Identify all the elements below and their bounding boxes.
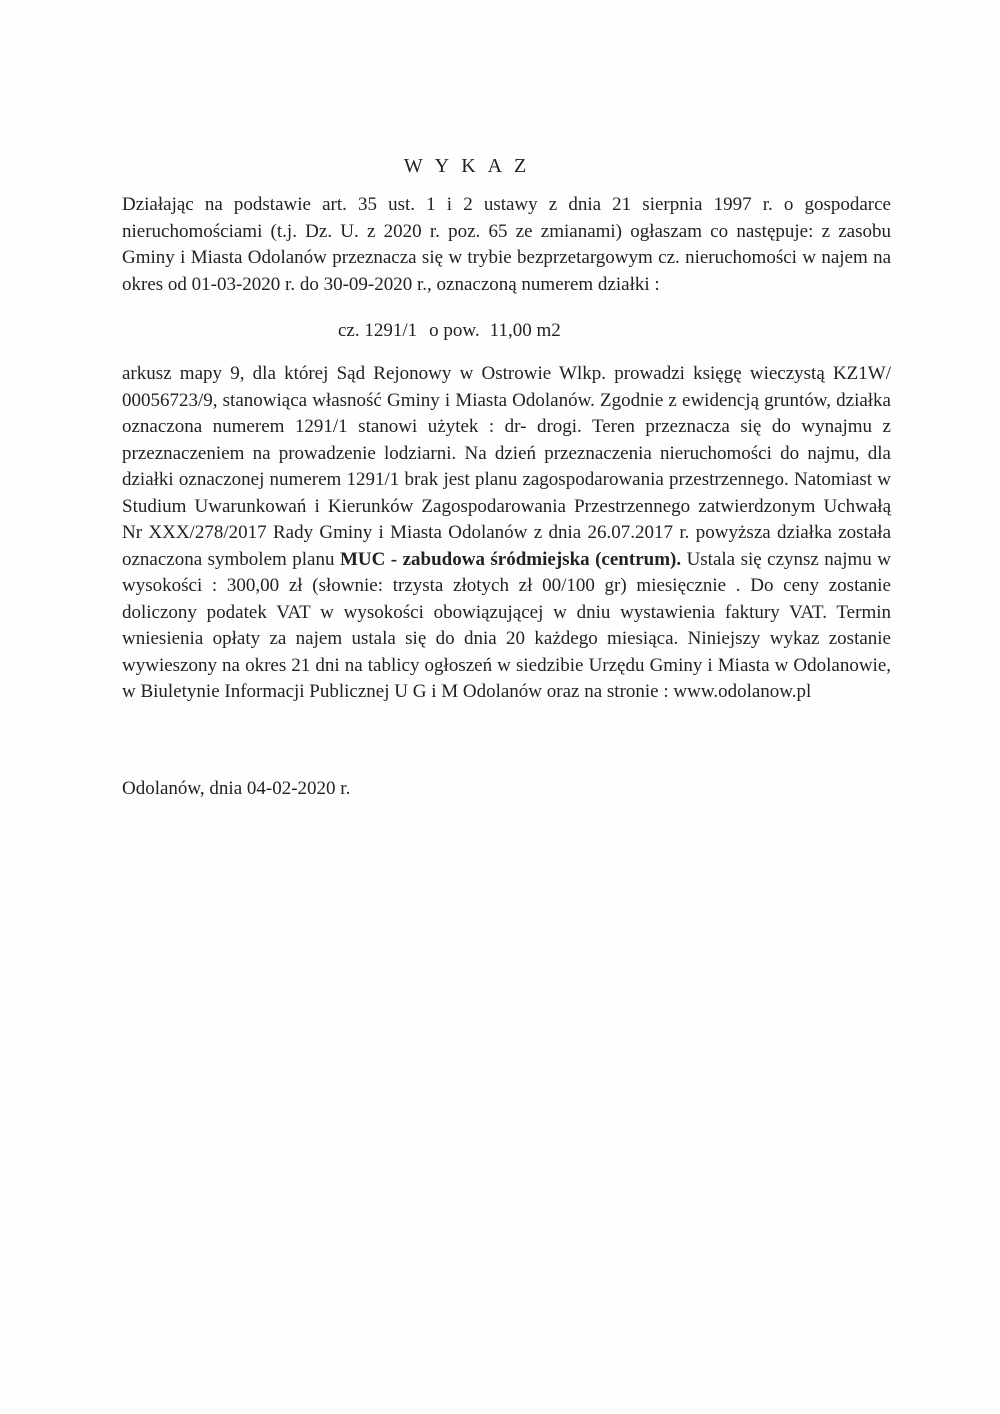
plot-area-value: 11,00 m2 [489, 320, 561, 341]
description-part1: arkusz mapy 9, dla której Sąd Rejonowy w Ostrowie Wlkp. prowadzi księgę wieczystą KZ1W/ 00056723/9, stanowiąca własność Gminy i Miasta Odolanów. Zgodnie z ewidencją gruntów, działka oznaczona numerem 1291/1 stanowi użytek : dr- drogi. Teren przeznacza się do wynajmu z przeznaczeniem na prowadzenie lodziarni. Na dzień przeznaczenia nieruchomości do najmu, dla działki oznaczonej numerem 1291/1 brak jest planu zagospodarowania przestrzennego. Natomiast w Studium Uwarunkowań i Kierunków Zagospodarowania Przestrzennego zatwierdzonym Uchwałą Nr XXX/278/2017 Rady Gminy i Miasta Odolanów z dnia 26.07.2017 r. powyższa działka została oznaczona symbolem planu [122, 363, 891, 570]
intro-paragraph: Działając na podstawie art. 35 ust. 1 i 2 ustawy z dnia 21 sierpnia 1997 r. o gospodarce nieruchomościami (t.j. Dz. U. z 2020 r. poz. 65 ze zmianami) ogłaszam co następuje: z zasobu Gminy i Miasta Odolanów przeznacza się w trybie bezprzetargowym cz. nieruchomości w najem na okres od 01-03-2020 r. do 30-09-2020 r., oznaczoną numerem działki : [122, 194, 891, 295]
plot-line [338, 318, 561, 344]
place-date: Odolanów, dnia 04-02-2020 r. [122, 778, 351, 799]
description-part2: Ustala się czynsz najmu w wysokości : 300,00 zł (słownie: trzysta złotych zł 00/100 gr) miesięcznie . Do ceny zostanie doliczony podatek VAT w wysokości obowiązującej w dniu wystawienia faktury VAT. Termin wniesienia opłaty za najem ustala się do dnia 20 każdego miesiąca. Niniejszy wykaz zostanie wywieszony na okres 21 dni na tablicy ogłoszeń w siedzibie Urzędu Gminy i Miasta w Odolanowie, w Biuletynie Informacji Publicznej U G i M Odolanów oraz na stronie : www.odolanow.pl [122, 548, 891, 702]
title-text: W Y K A Z [403, 155, 531, 177]
plot-number: cz. 1291/1 [338, 320, 418, 341]
plan-symbol: MUC - zabudowa śródmiejska (centrum). [339, 548, 682, 570]
description-paragraph [122, 361, 891, 706]
plot-area-label: o pow. [429, 320, 480, 341]
document-title [0, 155, 1000, 178]
